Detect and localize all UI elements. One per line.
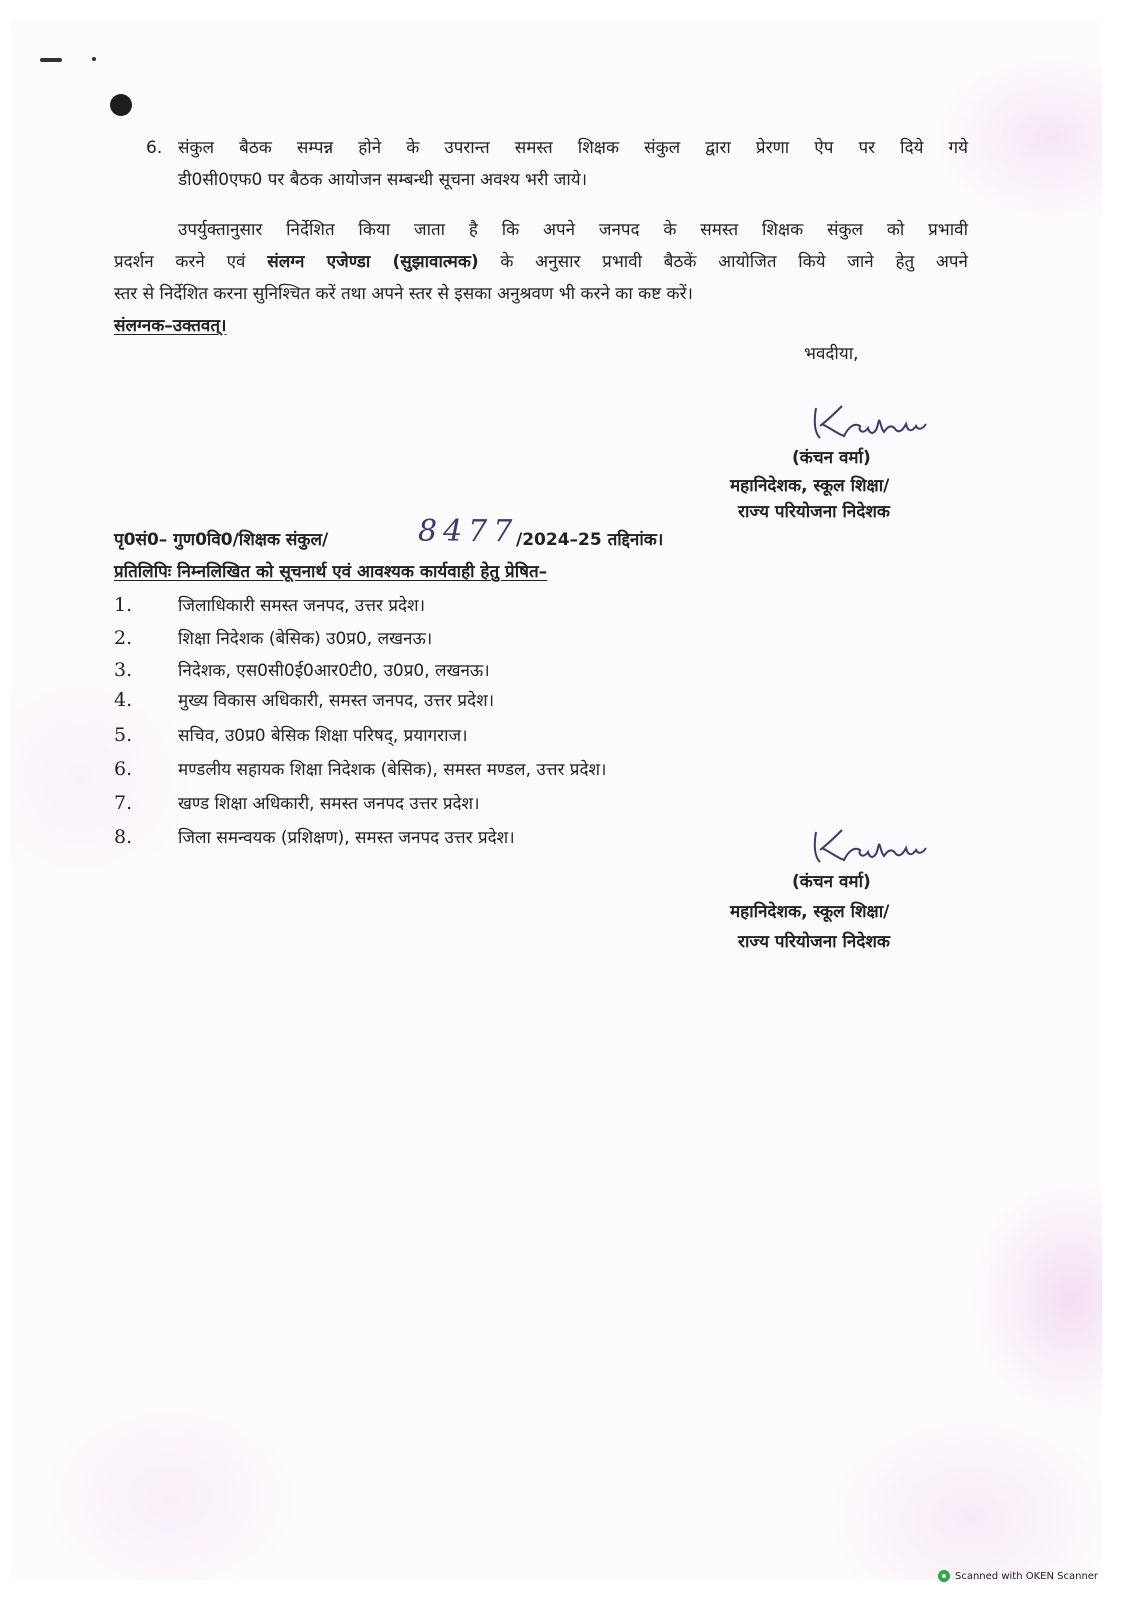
list-number: 8. xyxy=(114,826,133,848)
list-item: मण्डलीय सहायक शिक्षा निदेशक (बेसिक), समस्त मण्डल, उत्तर प्रदेश। xyxy=(178,760,607,780)
signatory-title-2: राज्य परियोजना निदेशक xyxy=(738,502,890,522)
list-item: जिलाधिकारी समस्त जनपद, उत्तर प्रदेश। xyxy=(178,596,426,616)
punch-hole xyxy=(110,94,132,116)
paragraph-line-1: उपर्युक्तानुसार निर्देशित किया जाता है कि अपने जनपद के समस्त शिक्षक संकुल को प्रभावी xyxy=(178,220,968,240)
point-number: 6. xyxy=(146,138,163,158)
attached-agenda-bold: संलग्न एजेण्डा (सुझावात्मक) xyxy=(267,252,479,272)
attachment-note: संलग्नक–उक्तवत्। xyxy=(114,316,227,336)
signatory-title-2: राज्य परियोजना निदेशक xyxy=(738,932,890,952)
scan-speck xyxy=(40,58,62,62)
list-number: 6. xyxy=(114,758,133,780)
copy-heading: प्रतिलिपिः निम्नलिखित को सूचनार्थ एवं आवश्यक कार्यवाही हेतु प्रेषित– xyxy=(114,562,548,582)
signatory-title-1: महानिदेशक, स्कूल शिक्षा/ xyxy=(730,902,890,922)
scanner-badge-text: Scanned with OKEN Scanner xyxy=(955,1570,1099,1582)
list-item: सचिव, उ0प्र0 बेसिक शिक्षा परिषद्, प्रयागराज। xyxy=(178,726,468,746)
scan-speck xyxy=(92,57,96,61)
paragraph-line-2-start: प्रदर्शन करने एवं xyxy=(114,252,246,272)
list-item: निदेशक, एस0सी0ई0आर0टी0, उ0प्र0, लखनऊ। xyxy=(178,661,490,681)
paragraph-line-2 xyxy=(114,252,968,272)
point-6-line-1: संकुल बैठक सम्पन्न होने के उपरान्त समस्त शिक्षक संकुल द्वारा प्रेरणा ऐप पर दिये गये xyxy=(178,138,968,158)
scanner-watermark xyxy=(938,1570,1098,1582)
paragraph-line-3: स्तर से निर्देशित करना सुनिश्चित करें तथा अपने स्तर से इसका अनुश्रवण भी करने का कष्ट करें। xyxy=(114,284,694,304)
list-number: 4. xyxy=(114,689,133,711)
paragraph-line-2-end: के अनुसार प्रभावी बैठकें आयोजित किये जाने हेतु अपने xyxy=(500,252,968,272)
signatory-name: (कंचन वर्मा) xyxy=(792,872,871,892)
list-item: शिक्षा निदेशक (बेसिक) उ0प्र0, लखनऊ। xyxy=(178,629,433,649)
scanner-logo-icon xyxy=(938,1570,950,1582)
list-number: 2. xyxy=(114,627,133,649)
closing-salutation: भवदीया, xyxy=(804,344,859,364)
signatory-name: (कंचन वर्मा) xyxy=(792,448,871,468)
signature-2-image xyxy=(808,822,938,872)
reference-prefix: पृ0सं0– गुण0वि0/शिक्षक संकुल/ xyxy=(114,530,329,550)
signature-1-image xyxy=(808,398,938,448)
list-number: 7. xyxy=(114,792,133,814)
list-number: 1. xyxy=(114,594,133,616)
list-item: जिला समन्वयक (प्रशिक्षण), समस्त जनपद उत्तर प्रदेश। xyxy=(178,828,515,848)
point-6-line-2: डी0सी0एफ0 पर बैठक आयोजन सम्बन्धी सूचना अवश्य भरी जाये। xyxy=(178,170,588,190)
handwritten-number: 8477 xyxy=(418,514,519,549)
list-number: 5. xyxy=(114,724,133,746)
list-item: खण्ड शिक्षा अधिकारी, समस्त जनपद उत्तर प्रदेश। xyxy=(178,794,480,814)
signatory-title-1: महानिदेशक, स्कूल शिक्षा/ xyxy=(730,476,890,496)
reference-suffix: /2024–25 तद्दिनांक। xyxy=(516,530,664,550)
list-number: 3. xyxy=(114,659,133,681)
list-item: मुख्य विकास अधिकारी, समस्त जनपद, उत्तर प्रदेश। xyxy=(178,691,495,711)
